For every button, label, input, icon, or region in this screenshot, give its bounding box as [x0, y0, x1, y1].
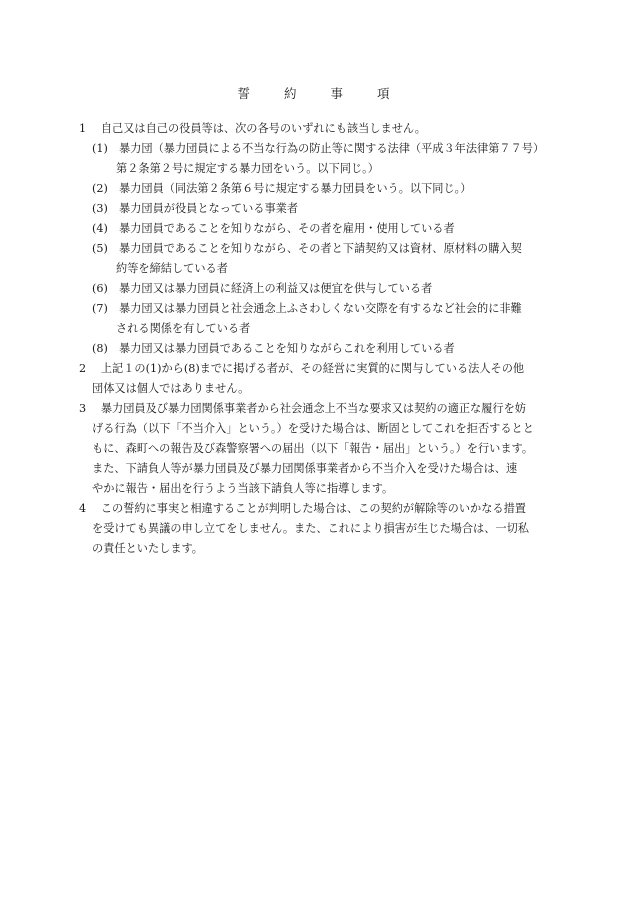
- clause-3-line-1: 3 暴力団員及び暴力団関係事業者から社会通念上不当な要求又は契約の適正な履行を妨: [79, 402, 526, 415]
- item-3: (3) 暴力団員が役員となっている事業者: [92, 202, 299, 215]
- item-1-line-2: 第２条第２号に規定する暴力団をいう。以下同じ。）: [116, 162, 379, 175]
- item-7-line-1: (7) 暴力団又は暴力団員と社会通念上ふさわしくない交際を有するなど社会的に非難: [92, 302, 522, 315]
- item-5-line-1: (5) 暴力団員であることを知りながら、その者と下請契約又は資材、原材料の購入契: [92, 242, 522, 255]
- item-2: (2) 暴力団員（同法第２条第６号に規定する暴力団員をいう。以下同じ。）: [92, 182, 472, 195]
- clause-4-line-3: の責任といたします。: [92, 542, 203, 555]
- page-title: 誓 約 事 項: [237, 86, 393, 101]
- item-8: (8) 暴力団又は暴力団員であることを知りながらこれを利用している者: [92, 342, 455, 355]
- clause-4-line-1: 4 この誓約に事実と相違することが判明した場合は、この契約が解除等のいかなる措置: [79, 502, 526, 515]
- item-4: (4) 暴力団員であることを知りながら、その者を雇用・使用している者: [92, 222, 455, 235]
- clause-2-line-2: 団体又は個人ではありません。: [92, 382, 250, 395]
- clause-3-line-2: げる行為（以下「不当介入」という。）を受けた場合は、断固としてこれを拒否するとと: [92, 422, 534, 435]
- clause-3-line-3: もに、森町への報告及び森警察署への届出（以下「報告・届出」という。）を行います。: [92, 442, 534, 455]
- clause-3-line-5: やかに報告・届出を行うよう当該下請負人等に指導します。: [92, 482, 394, 495]
- item-1-line-1: (1) 暴力団（暴力団員による不当な行為の防止等に関する法律（平成３年法律第７７号）: [92, 142, 545, 155]
- item-7-line-2: される関係を有している者: [116, 322, 251, 335]
- item-6: (6) 暴力団又は暴力団員に経済上の利益又は便宜を供与している者: [92, 282, 433, 295]
- clause-1: 1 自己又は自己の役員等は、次の各号のいずれにも該当しません。: [79, 122, 426, 135]
- clause-3-line-4: また、下請負人等が暴力団員及び暴力団関係事業者から不当介入を受けた場合は、速: [92, 462, 518, 475]
- clause-2-line-1: 2 上記１の(1)から(8)までに掲げる者が、その経営に実質的に関与している法人その他: [79, 362, 525, 375]
- clause-4-line-2: を受けても異議の申し立てをしません。また、これにより損害が生じた場合は、一切私: [92, 522, 529, 535]
- item-5-line-2: 約等を締結している者: [116, 262, 228, 275]
